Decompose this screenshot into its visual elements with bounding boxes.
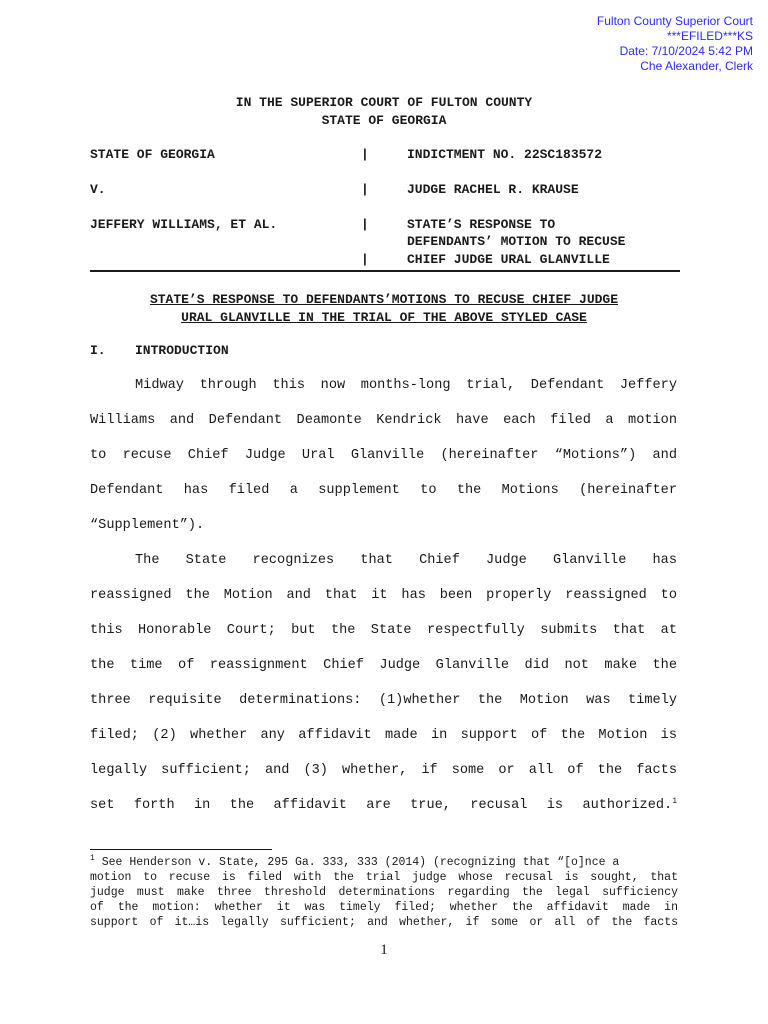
stamp-court: Fulton County Superior Court — [596, 14, 753, 28]
caption-judge: JUDGE RACHEL R. KRAUSE — [407, 182, 579, 197]
body-line: filed; (2) whether any affidavit made in support of the Motion is — [90, 728, 677, 743]
court-state: STATE OF GEORGIA — [321, 113, 447, 128]
caption-document-type: STATE’S RESPONSE TO — [407, 217, 556, 232]
page-number: 1 — [380, 942, 388, 958]
caption-indictment-number: INDICTMENT NO. 22SC183572 — [407, 147, 603, 162]
section-heading — [90, 342, 229, 360]
caption-separator: | — [361, 147, 369, 162]
caption-defendants: JEFFERY WILLIAMS, ET AL. — [90, 217, 278, 232]
document-title-line1: STATE’S RESPONSE TO DEFENDANTS’MOTIONS TO RECUSE CHIEF JUDGE — [149, 292, 619, 307]
stamp-clerk: Che Alexander, Clerk — [640, 59, 753, 73]
body-line: Defendant has filed a supplement to the Motions (hereinafter — [90, 483, 677, 498]
document-title-line2: URAL GLANVILLE IN THE TRIAL OF THE ABOVE STYLED CASE — [181, 310, 587, 325]
body-line: The State recognizes that Chief Judge Glanville has — [135, 553, 677, 568]
caption-divider — [90, 270, 680, 272]
footnote-line: motion to recuse is filed with the trial judge whose recusal is sought, that — [90, 871, 678, 884]
body-line-last — [90, 797, 677, 815]
footnote-marker: 1 — [90, 854, 95, 863]
caption-document-type-line3: CHIEF JUDGE URAL GLANVILLE — [407, 252, 610, 267]
stamp-efiled: ***EFILED***KS — [666, 29, 753, 43]
section-title: INTRODUCTION — [135, 343, 229, 358]
court-name: IN THE SUPERIOR COURT OF FULTON COUNTY — [235, 95, 533, 110]
court-header — [0, 94, 768, 130]
body-line: legally sufficient; and (3) whether, if some or all of the facts — [90, 763, 677, 778]
footnote-line: judge must make three threshold determinations regarding the legal sufficiency — [90, 886, 678, 899]
footnote-divider — [90, 849, 272, 850]
caption-separator: | — [361, 182, 369, 197]
section-number: I. — [90, 343, 106, 358]
caption-versus: V. — [90, 182, 106, 197]
body-line: to recuse Chief Judge Ural Glanville (hereinafter “Motions”) and — [90, 448, 677, 463]
footnote-line: support of it…is legally sufficient; and whether, if some or all of the facts — [90, 916, 678, 929]
body-line: the time of reassignment Chief Judge Glanville did not make the — [90, 658, 677, 673]
body-line: reassigned the Motion and that it has been properly reassigned to — [90, 588, 677, 603]
footnote-line: of the motion: whether it was timely filed; whether the affidavit made in — [90, 901, 678, 914]
document-title — [0, 291, 768, 327]
caption-separator: | — [361, 252, 369, 267]
footnote-reference[interactable]: 1 — [672, 797, 677, 806]
body-line: “Supplement”). — [90, 518, 205, 533]
stamp-date: Date: 7/10/2024 5:42 PM — [619, 44, 753, 58]
caption-separator: | — [361, 217, 369, 232]
footnote-text: See Henderson v. State, 295 Ga. 333, 333 (2014) (recognizing that “[o]nce a — [101, 856, 620, 869]
body-line: Williams and Defendant Deamonte Kendrick have each filed a motion — [90, 413, 677, 428]
body-line: this Honorable Court; but the State respectfully submits that at — [90, 623, 677, 638]
body-line: three requisite determinations: (1)whether the Motion was timely — [90, 693, 677, 708]
efile-stamp — [453, 14, 753, 74]
caption-plaintiff: STATE OF GEORGIA — [90, 147, 215, 162]
caption-document-type-line2: DEFENDANTS’ MOTION TO RECUSE — [407, 234, 626, 249]
body-line: Midway through this now months-long trial, Defendant Jeffery — [135, 378, 677, 393]
footnote-line-first — [90, 855, 678, 870]
body-line-last-text: set forth in the affidavit are true, recusal is authorized. — [90, 798, 673, 813]
